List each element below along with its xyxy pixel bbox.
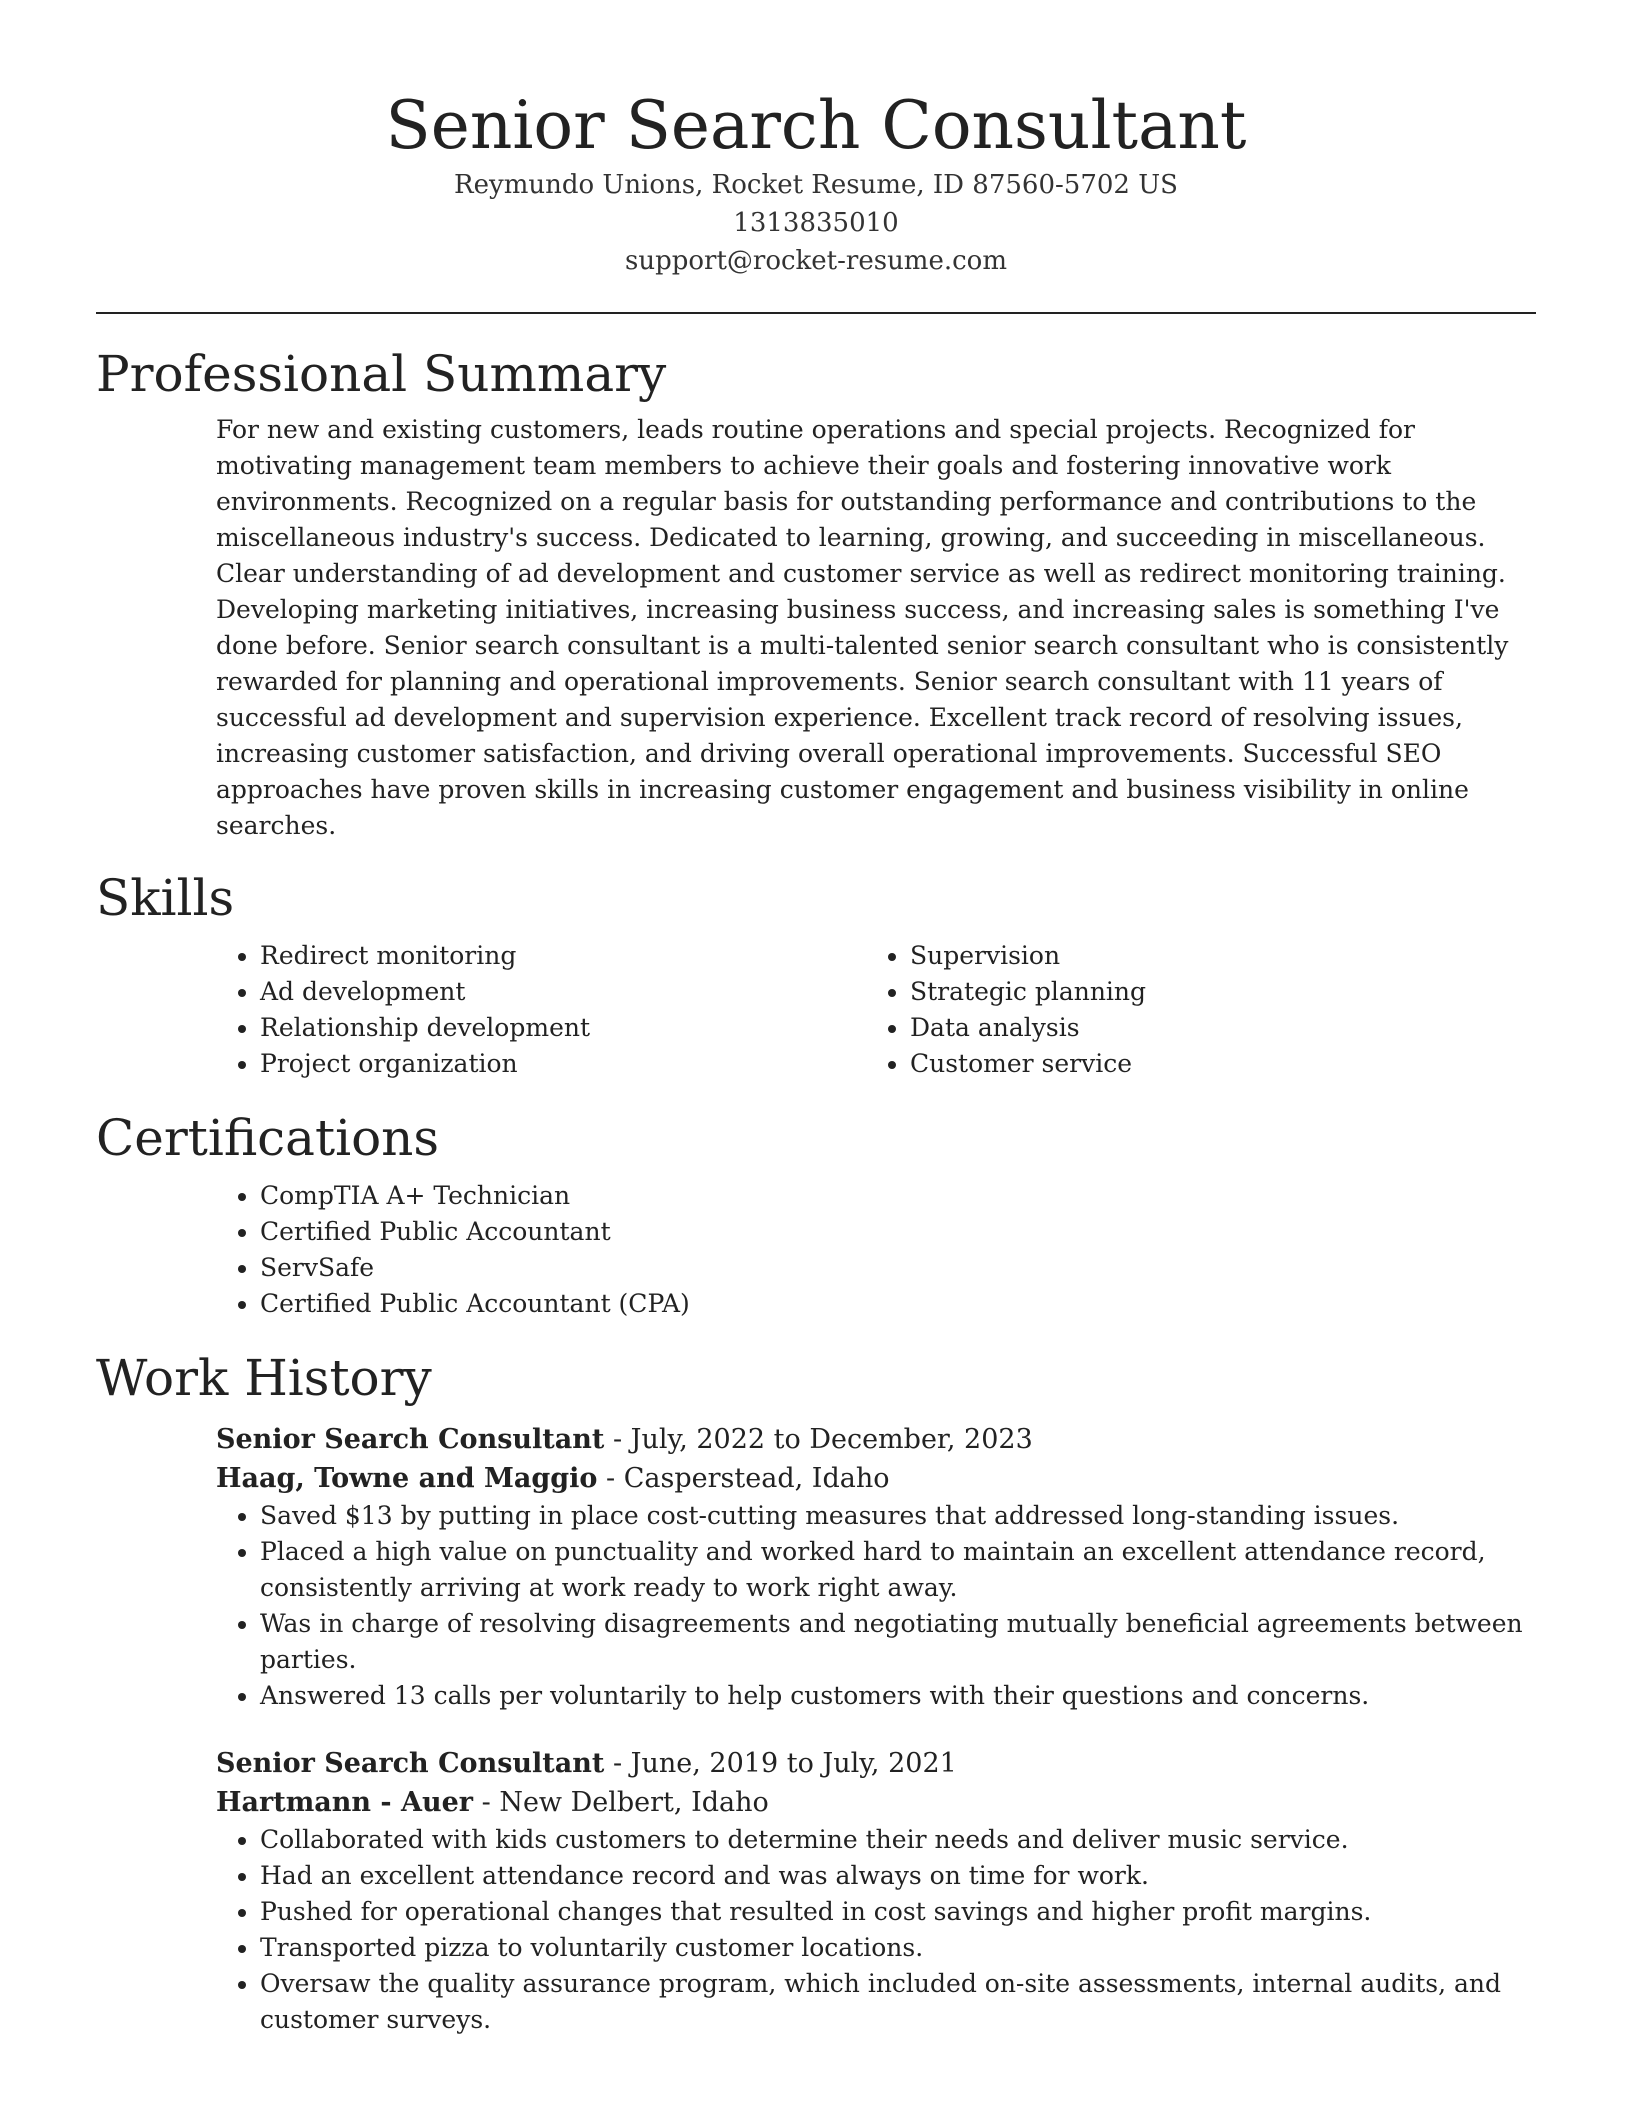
skill-item: • Data analysis	[910, 1010, 1516, 1046]
summary-heading: Professional Summary	[96, 345, 667, 403]
job-duty: • Pushed for operational changes that resulted in cost savings and higher profit margins.	[260, 1894, 1536, 1930]
job-title-line: Senior Search Consultant - June, 2019 to July, 2021	[216, 1748, 957, 1779]
skill-item: • Strategic planning	[910, 974, 1516, 1010]
job-duty: • Was in charge of resolving disagreements and negotiating mutually beneficial agreements between parties.	[260, 1606, 1536, 1678]
job-title: Senior Search Consultant	[216, 1424, 605, 1455]
skills-column-left	[216, 938, 866, 1082]
job-dates: June, 2019 to July, 2021	[630, 1748, 957, 1779]
job-duty: • Placed a high value on punctuality and worked hard to maintain an excellent attendance record, consistently arriving at work ready to work right away.	[260, 1534, 1536, 1606]
job-company-line: Hartmann - Auer - New Delbert, Idaho	[216, 1787, 769, 1818]
job-duty: • Transported pizza to voluntarily customer locations.	[260, 1930, 1536, 1966]
job-company: Haag, Towne and Maggio	[216, 1463, 598, 1494]
job-location: New Delbert, Idaho	[499, 1787, 769, 1818]
skills-heading: Skills	[96, 869, 235, 927]
skill-item: • Supervision	[910, 938, 1516, 974]
job-duty: • Oversaw the quality assurance program, which included on-site assessments, internal audits, and customer surveys.	[260, 1966, 1536, 2038]
certifications-heading: Certifications	[96, 1109, 440, 1167]
contact-address: Reymundo Unions, Rocket Resume, ID 87560-5702 US	[454, 170, 1178, 200]
job-duties	[216, 1822, 1536, 2038]
job-entry	[216, 1744, 1536, 2038]
summary-section	[96, 344, 1536, 844]
job-company: Hartmann - Auer	[216, 1787, 474, 1818]
job-duty: • Saved $13 by putting in place cost-cutting measures that addressed long-standing issues.	[260, 1498, 1536, 1534]
certifications-section	[96, 1108, 1536, 1322]
contact-block	[96, 166, 1536, 280]
skill-item: • Ad development	[260, 974, 866, 1010]
contact-phone: 1313835010	[733, 208, 899, 238]
skill-item: • Redirect monitoring	[260, 938, 866, 974]
work-history-heading: Work History	[96, 1349, 432, 1407]
work-history-section	[96, 1348, 1536, 2038]
resume-page	[96, 0, 1536, 2038]
job-duty: • Collaborated with kids customers to determine their needs and deliver music service.	[260, 1822, 1536, 1858]
job-company-line: Haag, Towne and Maggio - Casperstead, Idaho	[216, 1463, 890, 1494]
job-duty: • Answered 13 calls per voluntarily to help customers with their questions and concerns.	[260, 1678, 1536, 1714]
job-dates: July, 2022 to December, 2023	[630, 1424, 1033, 1455]
job-title-line: Senior Search Consultant - July, 2022 to December, 2023	[216, 1424, 1033, 1455]
certification-item: • Certified Public Accountant (CPA)	[260, 1286, 1536, 1322]
certification-item: • CompTIA A+ Technician	[260, 1178, 1536, 1214]
certification-item: • ServSafe	[260, 1250, 1536, 1286]
resume-header	[96, 0, 1536, 280]
resume-name: Senior Search Consultant	[385, 87, 1247, 164]
skills-grid	[216, 938, 1536, 1082]
job-location: Casperstead, Idaho	[623, 1463, 890, 1494]
job-title: Senior Search Consultant	[216, 1748, 605, 1779]
skill-item: • Relationship development	[260, 1010, 866, 1046]
certification-item: • Certified Public Accountant	[260, 1214, 1536, 1250]
job-duties	[216, 1498, 1536, 1714]
skill-item: • Customer service	[910, 1046, 1516, 1082]
job-entry	[216, 1420, 1536, 1714]
summary-text: For new and existing customers, leads routine operations and special projects. Recognized for motivating management team members to achieve their goals and fostering innovative work environments. Recognized on a regular basis for outstanding performance and contributions to the miscellaneous industry's success. Dedicated to learning, growing, and succeeding in miscellaneous. Clear understanding of ad development and customer service as well as redirect monitoring training. Developing marketing initiatives, increasing business success, and increasing sales is something I've done before. Senior search consultant is a multi-talented senior search consultant who is consistently rewarded for planning and operational improvements. Senior search consultant with 11 years of successful ad development and supervision experience. Excellent track record of resolving issues, increasing customer satisfaction, and driving overall operational improvements. Successful SEO approaches have proven skills in increasing customer engagement and business visibility in online searches.	[216, 415, 1509, 840]
job-duty: • Had an excellent attendance record and was always on time for work.	[260, 1858, 1536, 1894]
skill-item: • Project organization	[260, 1046, 866, 1082]
skills-column-right	[866, 938, 1516, 1082]
skills-section	[96, 868, 1536, 1082]
header-divider	[96, 312, 1536, 314]
contact-email: support@rocket-resume.com	[624, 246, 1007, 276]
